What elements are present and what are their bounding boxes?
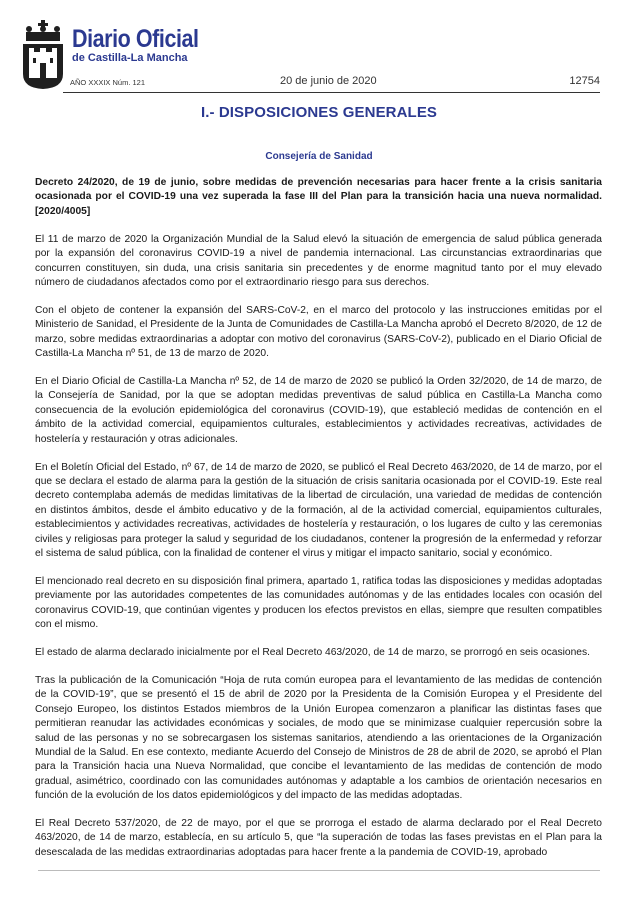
publication-title: Diario Oficial bbox=[72, 25, 199, 53]
body-paragraph: En el Boletín Oficial del Estado, nº 67, de 14 de marzo de 2020, se publicó el Real Decreto 463/2020, de 14 de marzo, por el que se declara el estado de alarma para la gestión de la situación de crisis sanitaria ocasionada por el COVID-19. Este real decreto contemplaba además de medidas limitativas de la libertad de circulación, una variedad de medidas de contención en distintos ámbitos, desde el ámbito educativo y de la formación, al de la actividad comercial, equipamientos culturales, establecimientos y actividades recreativas, actividades de hostelería y restauración, o los lugares de culto y las ceremonias civiles y religiosas para proteger la salud y seguridad de los ciudadanos, contener la progresión de la enfermedad y reforzar el sistema de salud pública, con la finalidad de contener el virus y mitigar el impacto sanitario, social y económico. bbox=[35, 461, 602, 559]
issue-date: 20 de junio de 2020 bbox=[280, 75, 377, 87]
body-paragraph: El mencionado real decreto en su disposición final primera, apartado 1, ratifica todas las disposiciones y medidas adoptadas previamente por las autoridades competentes de las comunidades autónomas y de las entidades locales con ocasión del coronavirus COVID-19, que continúan vigentes y producen los efectos previstos en ellas, siempre que resulten compatibles con el mismo. bbox=[35, 575, 602, 631]
issue-number: AÑO XXXIX Núm. 121 bbox=[70, 78, 146, 87]
page-number: 12754 bbox=[569, 75, 600, 87]
body-paragraph: Tras la publicación de la Comunicación “Hoja de ruta común europea para el levantamiento de las medidas de contención de la COVID-19”, que se presentó el 15 de abril de 2020 por la Presidenta de la Comisión Europea y el Presidente del Consejo Europeo, los distintos Estados miembros de la Unión Europea comenzaron a planificar las distintas fases que permitieran reanudar las actividades económicas y sociales, de modo que se minimizase cualquier repercusión sobre la salud de las personas y no se sobrecargasen los sistemas sanitarios, atendiendo a las orientaciones de la Organización Mundial de la Salud. En ese contexto, mediante Acuerdo del Consejo de Ministros de 28 de abril de 2020, se aprobó el Plan para la Transición hacia una Nueva Normalidad, que concibe el levantamiento de las medidas de contención de modo gradual, asimétrico, coordinado con las comunidades autónomas y adaptable a los cambios de orientación necesarios en función de la evolución de los datos epidemiológicos y del impacto de las medidas adoptadas. bbox=[35, 674, 602, 802]
publication-subtitle: de Castilla-La Mancha bbox=[72, 52, 188, 64]
body-paragraph: El 11 de marzo de 2020 la Organización Mundial de la Salud elevó la situación de emergencia de salud pública generada por la expansión del coronavirus COVID-19 a nivel de pandemia internacional. Las circunstancias extraordinarias que concurren constituyen, sin duda, una crisis sanitaria sin precedentes y de enorme magnitud tanto por el muy elevado número de ciudadanos afectados como por el extraordinario riesgo para sus derechos. bbox=[35, 233, 602, 288]
document-body bbox=[35, 176, 602, 874]
castilla-la-mancha-coat-of-arms-icon bbox=[20, 18, 66, 90]
body-paragraph: Con el objeto de contener la expansión del SARS-CoV-2, en el marco del protocolo y las instrucciones emitidas por el Ministerio de Sanidad, el Presidente de la Junta de Comunidades de Castilla-La Mancha aprobó el Decreto 8/2020, de 12 de marzo, sobre medidas extraordinarias a adoptar con motivo del coronavirus (SARS-CoV-2), publicado en el Diario Oficial de Castilla-La Mancha nº 51, de 13 de marzo de 2020. bbox=[35, 304, 602, 360]
decree-title: Decreto 24/2020, de 19 de junio, sobre medidas de prevención necesarias para hacer frente a la crisis sanitaria ocasionada por el COVID-19 una vez superada la fase III del Plan para la transición hacia una nueva normalidad. [2020/4005] bbox=[35, 177, 602, 217]
masthead-title-block bbox=[72, 26, 219, 64]
footer-divider bbox=[38, 870, 600, 871]
body-paragraph: En el Diario Oficial de Castilla-La Mancha nº 52, de 14 de marzo de 2020 se publicó la Orden 32/2020, de 14 de marzo, de la Consejería de Sanidad, por la que se adoptan medidas preventivas de salud pública en Castilla-La Mancha como consecuencia de la evolución epidemiológica del coronavirus (COVID-19), que estableció medidas de contención en el ámbito de la actividad comercial, equipamientos culturales, establecimientos y actividades recreativas, actividades de hostelería y restauración y otras adicionales. bbox=[35, 375, 602, 445]
department-heading: Consejería de Sanidad bbox=[265, 151, 373, 162]
body-paragraph: El estado de alarma declarado inicialmente por el Real Decreto 463/2020, de 14 de marzo, se prorrogó en seis ocasiones. bbox=[35, 646, 590, 658]
body-paragraph: El Real Decreto 537/2020, de 22 de mayo, por el que se prorroga el estado de alarma declarado por el Real Decreto 463/2020, de 14 de marzo, establecía, en su artículo 5, que “la superación de todas las fases previstas en el Plan para la desescalada de las medidas extraordinarias adoptadas para hacer frente a la pandemia de COVID-19, aprobado bbox=[35, 818, 602, 858]
masthead bbox=[0, 0, 638, 92]
section-heading: I.- DISPOSICIONES GENERALES bbox=[200, 104, 438, 121]
header-divider bbox=[63, 92, 600, 93]
